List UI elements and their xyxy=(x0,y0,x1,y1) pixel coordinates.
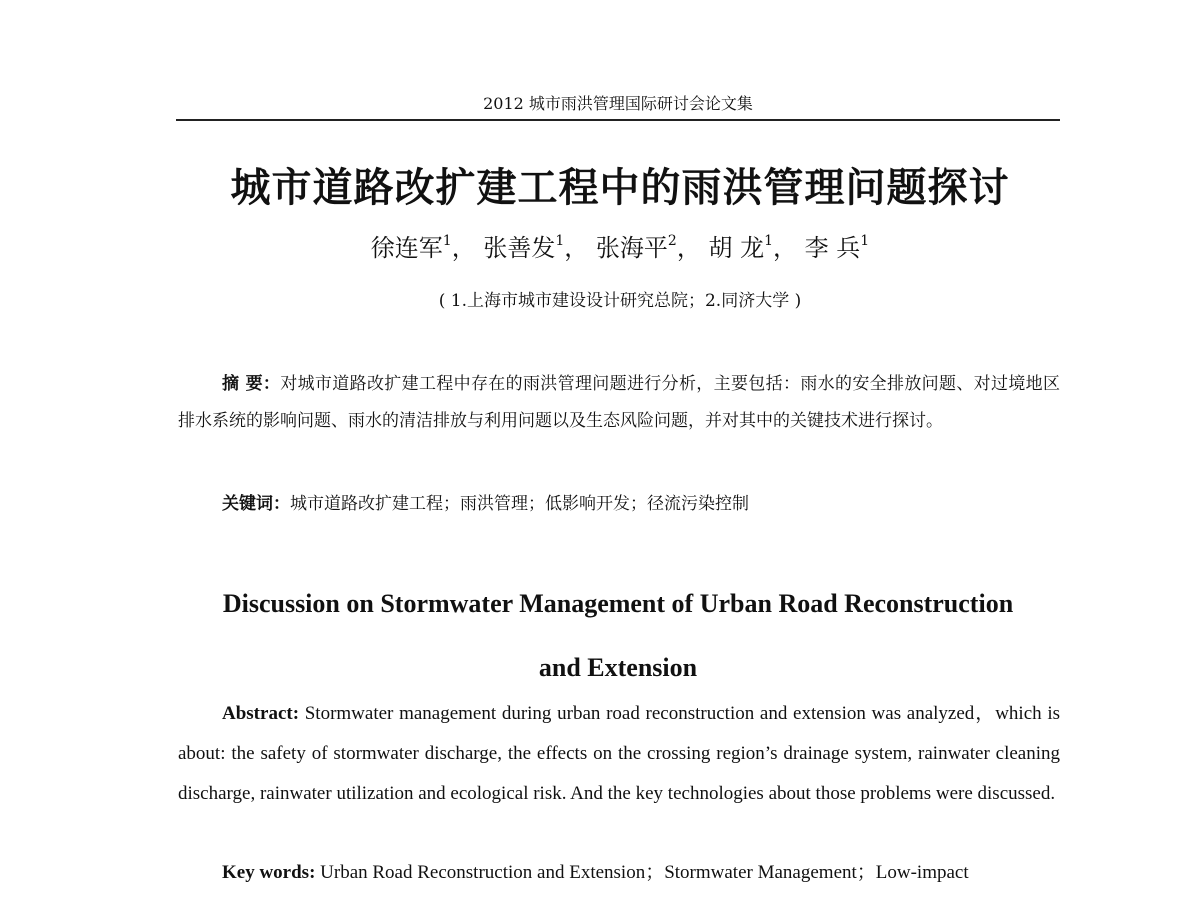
english-abstract-label: Abstract: xyxy=(222,703,300,724)
author-name: 徐连军 xyxy=(370,234,443,262)
author-list xyxy=(120,230,1120,266)
author-name: 张海平 xyxy=(595,234,668,262)
author-name: 张善发 xyxy=(483,234,556,262)
english-title-line-1: Discussion on Stormwater Management of Urban Road Reconstruction xyxy=(222,589,1014,618)
chinese-title: 城市道路改扩建工程中的雨洪管理问题探讨 xyxy=(230,165,1010,211)
author-affiliation-mark: 1 xyxy=(442,233,452,249)
english-title xyxy=(150,572,1086,700)
english-abstract-text: Stormwater management during urban road reconstruction and extension was analyzed，which is about: the safety of stormwater discharge, the effects on the crossing region’s drainage system, rainwater cleaning discharge, rainwater utilization and ecological risk. And the key technologies about those problems were discussed. xyxy=(178,703,1060,804)
author-affiliation-mark: 2 xyxy=(667,233,677,249)
chinese-abstract xyxy=(178,366,1060,440)
author-affiliation-mark: 1 xyxy=(764,233,774,249)
affiliation-line: ( 1.上海市城市建设设计研究总院；2.同济大学 ) xyxy=(438,291,802,311)
author-separator: ， xyxy=(676,234,701,262)
author-affiliation-mark: 1 xyxy=(555,233,565,249)
english-keywords-label: Key words: xyxy=(222,862,316,883)
author-name: 李 兵 xyxy=(804,234,861,262)
english-keywords xyxy=(178,853,1060,893)
chinese-keywords-text: 城市道路改扩建工程；雨洪管理；低影响开发；径流污染控制 xyxy=(290,494,749,514)
author-separator: ， xyxy=(564,234,589,262)
english-keywords-text: Urban Road Reconstruction and Extension；Stormwater Management；Low-impact xyxy=(315,862,969,883)
author-separator: ， xyxy=(451,234,476,262)
chinese-abstract-text: 对城市道路改扩建工程中存在的雨洪管理问题进行分析，主要包括：雨水的安全排放问题、对过境地区排水系统的影响问题、雨水的清洁排放与利用问题以及生态风险问题，并对其中的关键技术进行探讨。 xyxy=(178,374,1061,431)
chinese-keywords-label: 关键词： xyxy=(222,494,290,514)
author-separator: ， xyxy=(773,234,798,262)
chinese-abstract-label: 摘 要： xyxy=(222,374,281,394)
running-header: 2012 城市雨洪管理国际研讨会论文集 xyxy=(483,94,753,113)
english-abstract xyxy=(178,694,1060,814)
chinese-keywords xyxy=(178,486,1060,523)
author-affiliation-mark: 1 xyxy=(860,233,870,249)
header-rule xyxy=(176,119,1060,121)
author-name: 胡 龙 xyxy=(708,234,765,262)
english-title-line-2: and Extension xyxy=(538,653,698,682)
